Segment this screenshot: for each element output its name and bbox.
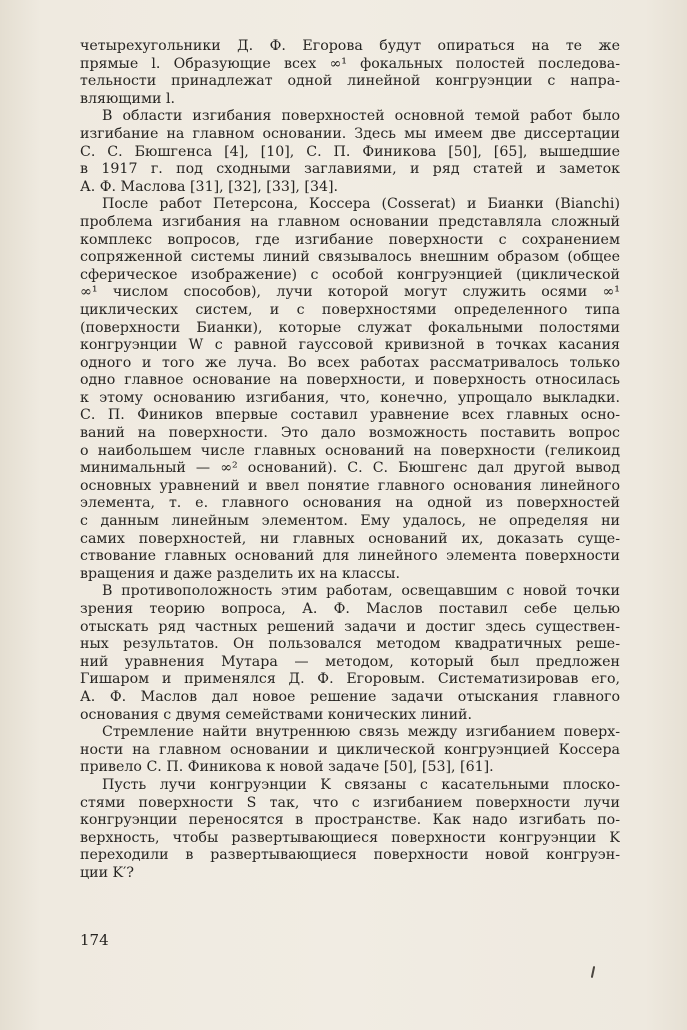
- text-line: А. Ф. Маслова [31], [32], [33], [34].: [80, 178, 339, 195]
- text-line: прямые l. Образующие всех ∞¹ фокальных полостей последова-: [80, 55, 620, 72]
- text-line: конгруэнции переносятся в пространстве. Как надо изгибать по-: [80, 812, 620, 829]
- text-line: комплекс вопросов, где изгибание поверхности с сохранением: [80, 231, 620, 248]
- text-line: о наибольшем числе главных оснований на поверхности (геликоид: [80, 442, 620, 459]
- text-line: верхность, чтобы развертывающиеся поверхности конгруэнции K: [80, 829, 620, 846]
- text-line: одного и того же луча. Во всех работах рассматривалось только: [80, 354, 620, 371]
- paragraph: [80, 38, 620, 108]
- text-line: с данным линейным элементом. Ему удалось, не определяя ни: [80, 513, 620, 530]
- text-line: привело С. П. Финикова к новой задаче [50], [53], [61].: [80, 759, 494, 776]
- text-line: тельности принадлежат одной линейной конгруэнции с напра-: [80, 73, 620, 90]
- text-line: ности на главном основании и циклической конгруэнцией Коссера: [80, 741, 620, 758]
- paragraph: [80, 108, 620, 196]
- text-line: стями поверхности S так, что с изгибанием поверхности лучи: [80, 794, 620, 811]
- text-line: основных уравнений и ввел понятие главного основания линейного: [80, 477, 620, 494]
- text-line: переходили в развертывающиеся поверхности новой конгруэн-: [80, 847, 620, 864]
- text-line: минимальный — ∞² оснований). С. С. Бюшгенс дал другой вывод: [80, 460, 620, 477]
- text-line: вляющими l.: [80, 90, 175, 107]
- text-line: С. С. Бюшгенса [4], [10], С. П. Финикова [50], [65], вышедшие: [80, 143, 620, 160]
- page-number: 174: [80, 931, 109, 949]
- text-line: циклических систем, и с поверхностями определенного типа: [80, 301, 620, 318]
- text-line: в 1917 г. под сходными заглавиями, и ряд статей и заметок: [80, 161, 620, 178]
- text-line: Пусть лучи конгруэнции K связаны с касательными плоско-: [102, 776, 620, 793]
- text-line: отыскать ряд частных решений задачи и достиг здесь существен-: [80, 618, 620, 635]
- ink-mark: [591, 966, 595, 978]
- text-line: Стремление найти внутреннюю связь между изгибанием поверх-: [102, 724, 620, 741]
- text-line: ваний на поверхности. Это дало возможность поставить вопрос: [80, 425, 620, 442]
- text-line: ний уравнения Мутара — методом, который был предложен: [80, 653, 620, 670]
- text-line: После работ Петерсона, Коссера (Cosserat) и Бианки (Bianchi): [102, 196, 620, 213]
- text-line: ции K′?: [80, 864, 134, 881]
- text-line: изгибание на главном основании. Здесь мы имеем две диссертации: [80, 125, 620, 142]
- text-line: А. Ф. Маслов дал новое решение задачи отыскания главного: [80, 688, 620, 705]
- text-line: В области изгибания поверхностей основной темой работ было: [102, 108, 620, 125]
- text-line: одно главное основание на поверхности, и поверхность относилась: [80, 372, 620, 389]
- text-line: зрения теорию вопроса, А. Ф. Маслов поставил себе целью: [80, 601, 620, 617]
- text-line: сферическое изображение) с особой конгруэнцией (циклической: [80, 266, 620, 283]
- text-line: четырехугольники Д. Ф. Егорова будут опираться на те же: [80, 38, 620, 54]
- text-line: В противоположность этим работам, освещавшим с новой точки: [102, 583, 620, 600]
- paragraph: [80, 196, 620, 583]
- text-line: Гишаром и применялся Д. Ф. Егоровым. Систематизировав его,: [80, 671, 620, 688]
- text-line: к этому основанию изгибания, что, конечно, упрощало выкладки.: [80, 389, 620, 406]
- text-line: самих поверхностей, ни главных оснований их, доказать суще-: [80, 530, 620, 547]
- text-line: конгруэнции W с равной гауссовой кривизной в точках касания: [80, 337, 620, 354]
- text-line: ных результатов. Он пользовался методом квадратичных реше-: [80, 636, 620, 653]
- text-line: (поверхности Бианки), которые служат фокальными полостями: [80, 319, 620, 336]
- paragraph: [80, 724, 620, 777]
- paragraph: [80, 583, 620, 724]
- text-line: сопряженной системы линий связывалось внешним образом (общее: [80, 249, 620, 266]
- text-line: ∞¹ числом способов), лучи которой могут служить осями ∞¹: [80, 284, 620, 301]
- paragraph: [80, 777, 620, 883]
- text-line: элемента, т. е. главного основания на одной из поверхностей: [80, 495, 620, 512]
- text-line: проблема изгибания на главном основании представляла сложный: [80, 213, 620, 230]
- text-line: вращения и даже разделить их на классы.: [80, 565, 400, 582]
- text-line: С. П. Фиников впервые составил уравнение всех главных осно-: [80, 407, 620, 424]
- text-line: основания с двумя семействами конических линий.: [80, 706, 473, 723]
- body-text: [80, 38, 620, 883]
- text-line: ствование главных оснований для линейного элемента поверхности: [80, 548, 620, 565]
